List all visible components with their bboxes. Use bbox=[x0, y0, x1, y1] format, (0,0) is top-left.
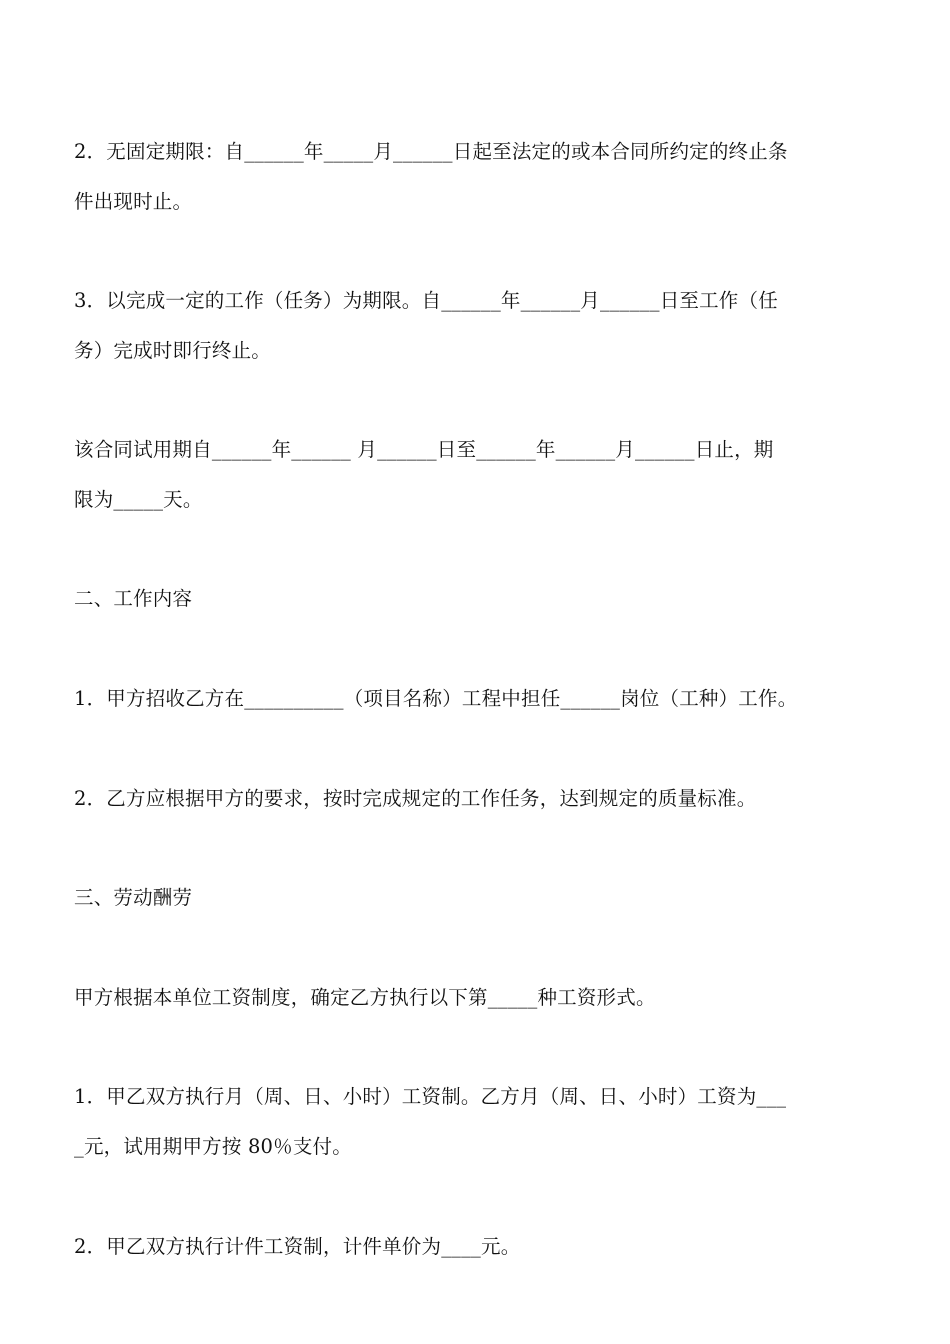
section-heading-work-content: 二、工作内容 bbox=[74, 587, 193, 610]
remuneration-intro: 甲方根据本单位工资制度，确定乙方执行以下第_____种工资形式。 bbox=[74, 986, 656, 1009]
term-no-fixed-period-line-1: 2．无固定期限：自______年_____月______日起至法定的或本合同所约定的终止条 bbox=[74, 140, 788, 163]
section-heading-remuneration: 三、劳动酬劳 bbox=[74, 886, 193, 909]
remuneration-item-2: 2．甲乙双方执行计件工资制，计件单价为____元。 bbox=[74, 1235, 521, 1258]
term-no-fixed-period-line-2: 件出现时止。 bbox=[74, 190, 193, 213]
remuneration-item-1-line-1: 1．甲乙双方执行月（周、日、小时）工资制。乙方月（周、日、小时）工资为___ bbox=[74, 1085, 787, 1108]
term-task-based-line-1: 3．以完成一定的工作（任务）为期限。自______年______月______日至工作（任 bbox=[74, 289, 778, 312]
remuneration-item-1-line-2: _元，试用期甲方按 80％支付。 bbox=[74, 1135, 352, 1158]
work-content-item-1: 1．甲方招收乙方在__________（项目名称）工程中担任______岗位（工种）工作。 bbox=[74, 687, 798, 710]
term-task-based-line-2: 务）完成时即行终止。 bbox=[74, 339, 272, 362]
probation-period-line-2: 限为_____天。 bbox=[74, 488, 203, 511]
probation-period-line-1: 该合同试用期自______年______ 月______日至______年______月______日止，期 bbox=[74, 438, 774, 461]
work-content-item-2: 2．乙方应根据甲方的要求，按时完成规定的工作任务，达到规定的质量标准。 bbox=[74, 787, 757, 810]
